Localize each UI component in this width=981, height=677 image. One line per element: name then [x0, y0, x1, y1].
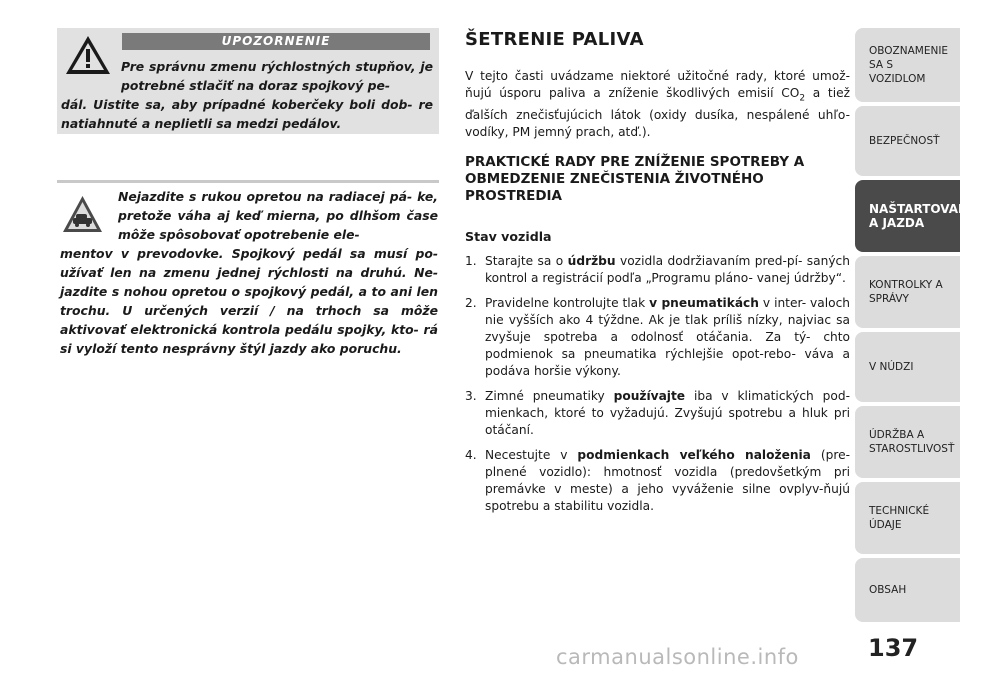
tab-technicke-udaje[interactable] [855, 482, 960, 554]
list-item [465, 388, 850, 439]
tab-label: NAŠTARTOVANIE A JAZDA [869, 202, 981, 230]
tab-v-nudzi[interactable] [855, 332, 960, 402]
tab-kontrolky[interactable] [855, 256, 960, 328]
list-text-bold: údržbu [567, 254, 616, 268]
note-divider [57, 180, 439, 183]
list-number: 1. [465, 254, 477, 268]
watermark: carmanualsonline.info [556, 645, 799, 669]
list-number: 4. [465, 448, 477, 462]
page-number: 137 [868, 634, 919, 662]
tab-nastartovanie[interactable] [855, 180, 981, 252]
warning-text [61, 57, 433, 133]
note-text-rest: mentov v prevodovke. Spojkový pedál sa musí po- užívať len na zmenu jednej rýchlosti na druhú. Ne- jazdite s nohou opretou o spojkový pedál, a to ani len trochu. U určených verzií / na trhoch sa môže aktivovať elektronická kontrola pedálu spojky, kto- rá si vyloží tento nesprávny štýl jazdy ako poruchu. [60, 246, 438, 356]
list-text-pre: Starajte sa o [485, 254, 568, 268]
tab-label: KONTROLKY A SPRÁVY [869, 279, 943, 305]
list-text-bold: podmienkach veľkého naloženia [577, 448, 811, 462]
tab-label: V NÚDZI [869, 361, 914, 373]
list-number: 2. [465, 296, 477, 310]
list-text-pre: Necestujte v [485, 448, 578, 462]
page-title: ŠETRENIE PALIVA [465, 29, 644, 50]
note-text [60, 187, 438, 358]
intro-subscript: 2 [799, 93, 806, 104]
tab-label: TECHNICKÉ ÚDAJE [869, 505, 930, 531]
warning-text-first: Pre správnu zmenu rýchlostných stupňov, je potrebné stlačiť na doraz spojkový pe- [121, 59, 433, 93]
list-text-bold: používajte [613, 389, 686, 403]
list-text-post: iba v klimatických pod- mienkach, ktoré to vyžadujú. Zvyšujú spotrebu a hluk pri otáčaní. [485, 389, 850, 437]
list-item [465, 295, 850, 380]
list-text-pre: Zimné pneumatiky [485, 389, 614, 403]
intro-text-a: V tejto časti uvádzame niektoré užitočné rady, ktoré umož- ňujú úsporu paliva a zníženie škodlivých emisií CO [465, 69, 850, 100]
tab-bezpecnost[interactable] [855, 106, 960, 176]
intro-text-b: a tiež ďalších znečisťujúcich látok (oxidy dusíka, nespálené uhľo- vodíky, PM jemný prach, atď.). [465, 86, 850, 140]
list-text-post: vozidla dodržiavaním pred-pí- saných kontrol a registrácií podľa „Programu pláno- vanej údržby“. [485, 254, 850, 285]
warning-box [57, 28, 439, 134]
tab-label: OBSAH [869, 584, 907, 596]
tab-label: OBOZNAMENIE SA S VOZIDLOM [869, 45, 949, 85]
list-text-post: v inter- valoch nie vyšších ako 4 týždne. Ak je tlak príliš nízky, najviac sa zvyšuje spotreba a odolnosť otáčania. Za tý- chto podmienok sa pneumatika rýchlejšie opot-rebo- váva a podáva horšie výkony. [485, 296, 850, 378]
list-number: 3. [465, 389, 477, 403]
section-heading: PRAKTICKÉ RADY PRE ZNÍŽENIE SPOTREBY A OBMEDZENIE ZNEČISTENIA ŽIVOTNÉHO PROSTREDIA [465, 154, 805, 204]
intro-paragraph [465, 68, 850, 141]
list-text-post: (pre- plnené vozidlo): hmotnosť vozidla (predovšetkým pri premávke v meste) a jeho vyváženie silne ovplyv-ňujú spotrebu a stabilitu vozidla. [485, 448, 850, 513]
warning-header: UPOZORNENIE [122, 33, 430, 50]
tab-udrzba[interactable] [855, 406, 960, 478]
list-item [465, 447, 850, 515]
tab-oboznamenie[interactable] [855, 28, 960, 102]
tab-obsah[interactable] [855, 558, 960, 622]
subheading: Stav vozidla [465, 229, 552, 244]
warning-text-rest: dál. Uistite sa, aby prípadné koberčeky boli dob- re natiahnuté a neplietli sa medzi pedálov. [61, 97, 433, 131]
list-text-pre: Pravidelne kontrolujte tlak [485, 296, 650, 310]
tab-label: BEZPEČNOSŤ [869, 135, 940, 147]
tips-list [465, 253, 850, 523]
list-text-bold: v pneumatikách [649, 296, 759, 310]
note-text-first: Nejazdite s rukou opretou na radiacej pá- ke, pretože váha aj keď mierna, po dlhšom čase môže spôsobovať opotrebenie ele- [118, 189, 438, 242]
list-item [465, 253, 850, 287]
tab-label: ÚDRŽBA A STAROSTLIVOSŤ [869, 429, 955, 455]
